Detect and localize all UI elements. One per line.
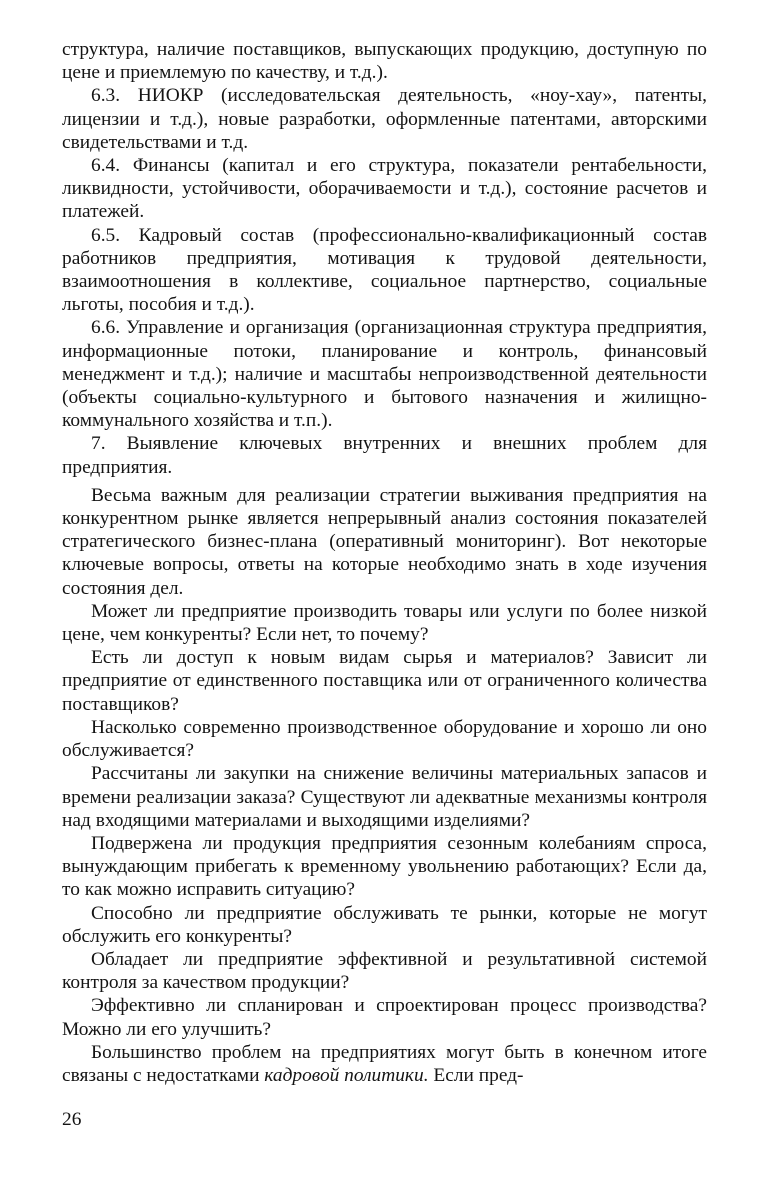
paragraph: Рассчитаны ли закупки на снижение величины материальных запасов и времени реализации заказа? Существуют ли адекватные механизмы контроля над входящими материалами и выходящими изделиями? <box>62 763 707 831</box>
paragraph: 6.3. НИОКР (исследовательская деятельность, «ноу-хау», патенты, лицензии и т.д.), новые разработки, оформленные патентами, авторскими свидетельствами и т.д. <box>62 85 707 153</box>
paragraph-last <box>62 1041 707 1087</box>
document-page <box>62 38 707 1087</box>
paragraph: Весьма важным для реализации стратегии выживания предприятия на конкурентном рынке является непрерывный анализ состояния показателей стратегического бизнес-плана (оперативный мониторинг). Вот некоторые ключевые вопросы, ответы на которые необходимо знать в ходе изучения состояния дел. <box>62 484 707 599</box>
paragraph: Подвержена ли продукция предприятия сезонным колебаниям спроса, вынуждающим прибегать к временному увольнению работающих? Если да, то как можно исправить ситуацию? <box>62 832 707 901</box>
paragraph: Может ли предприятие производить товары или услуги по более низкой цене, чем конкуренты? Если нет, то почему? <box>62 600 707 646</box>
paragraph: Обладает ли предприятие эффективной и результативной системой контроля за качеством продукции? <box>62 948 707 994</box>
page-number: 26 <box>62 1109 82 1130</box>
paragraph: структура, наличие поставщиков, выпускающих продукцию, доступную по цене и приемлемую по качеству, и т.д.). <box>62 39 707 84</box>
paragraph: 7. Выявление ключевых внутренних и внешних проблем для предприятия. <box>62 433 707 478</box>
paragraph: Насколько современно производственное оборудование и хорошо ли оно обслуживается? <box>62 716 707 762</box>
paragraph: 6.5. Кадровый состав (профессионально-квалификационный состав работников предприятия, мотивация к трудовой деятельности, взаимоотношения в коллективе, социальное партнерство, социальные льготы, пособия и т.д.). <box>62 224 707 316</box>
paragraph-text: Если пред- <box>428 1064 524 1086</box>
paragraph: Эффективно ли спланирован и спроектирован процесс производства? Можно ли его улучшить? <box>62 995 707 1040</box>
paragraph: 6.6. Управление и организация (организационная структура предприятия, информационные потоки, планирование и контроль, финансовый менеджмент и т.д.); наличие и масштабы непроизводственной деятельности (объекты социально-культурного и бытового назначения и жилищно-коммунального хозяйства и т.п.). <box>62 317 707 432</box>
paragraph: Есть ли доступ к новым видам сырья и материалов? Зависит ли предприятие от единственного поставщика или от ограниченного количества поставщиков? <box>62 647 707 715</box>
paragraph: Способно ли предприятие обслуживать те рынки, которые не могут обслужить его конкуренты? <box>62 902 707 947</box>
paragraph-text: Большинство проблем на предприятиях могут быть в конечном итоге связаны с недостатками <box>62 1041 707 1086</box>
paragraph: 6.4. Финансы (капитал и его структура, показатели рентабельности, ликвидности, устойчивости, оборачиваемости и т.д.), состояние расчетов и платежей. <box>62 155 707 223</box>
emphasis-text: кадровой политики. <box>264 1064 429 1086</box>
